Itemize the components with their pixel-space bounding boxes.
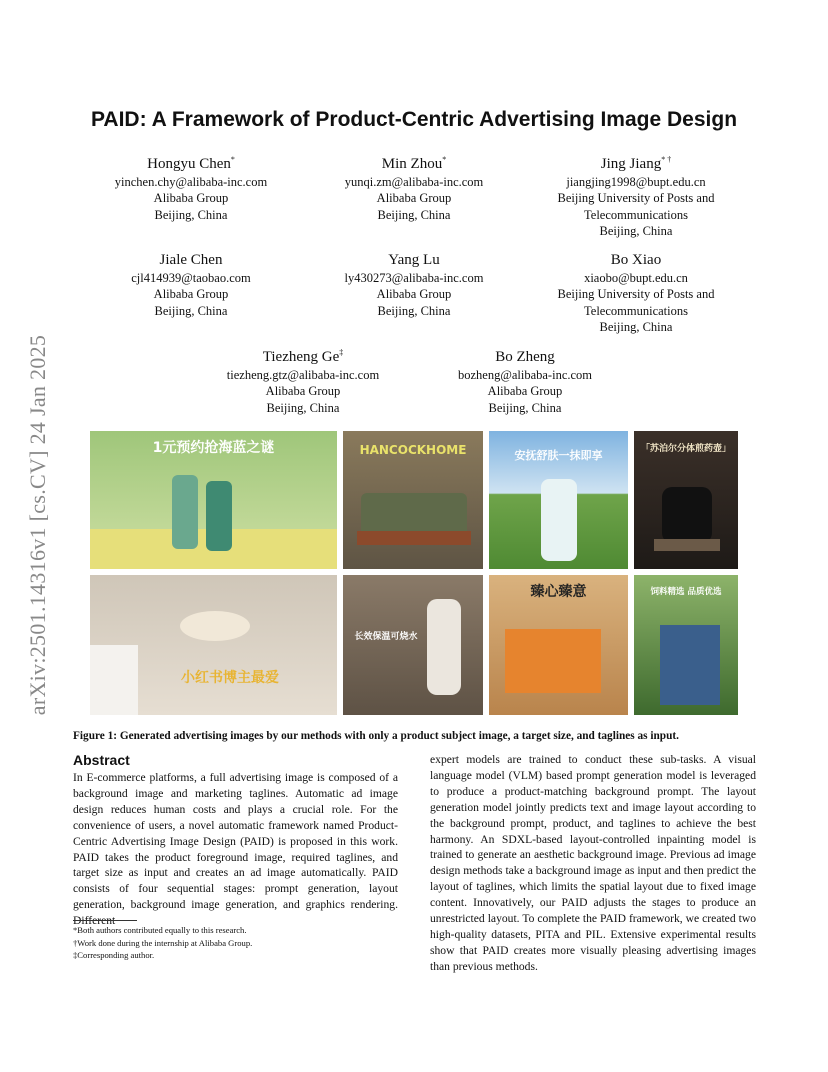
ad-image: HANCOCKHOME <box>343 431 483 569</box>
author-email: jiangjing1998@bupt.edu.cn <box>566 175 706 189</box>
abstract-column-left: In E-commerce platforms, a full advertising image is composed of a background image and marketing taglines. Automatic ad image design reduces human costs and plays a crucial role. For the convenience of users, a novel automatic framework named Product-Centric Advertising Image Design (PAID) is proposed in this work. PAID takes the product foreground image, required taglines, and target size as input and creates an ad image automatically. PAID consists of four sequential stages: prompt generation, layout generation, background image generation, and graphics rendering. Different <box>73 771 398 928</box>
ad-image: 长效保温可烧水 <box>343 575 483 715</box>
author-name: Yang Lu <box>388 252 440 268</box>
author-name: Min Zhou <box>381 156 443 172</box>
author-name: Jiale Chen <box>159 252 223 268</box>
author-email: yunqi.zm@alibaba-inc.com <box>344 175 484 189</box>
author-block: Bo Zheng bozheng@alibaba-inc.com Alibaba Group Beijing, China <box>410 343 640 416</box>
paper-title: PAID: A Framework of Product-Centric Advertising Image Design <box>90 108 738 131</box>
abstract-column-right: expert models are trained to conduct these sub-tasks. A visual language model (VLM) based prompt generation model is leveraged to produce a product-matching background prompt. The layout generation model jointly predicts text and image layout according to the background prompt, product, and taglines to achieve the best harmony. An SDXL-based layout-controlled inpainting model is trained to generate an aesthetic background image. Previous ad image design methods take a background image as input and then predict the layout of taglines, which limits the spatial layout due to fixed image content. Innovatively, our PAID adjusts the stages to produce an unrestricted layout. To complete the PAID framework, we created two high-quality datasets, PITA and PIL. Extensive experimental results show that PAID creates more visually pleasing advertising images than previous methods. <box>430 753 756 973</box>
arxiv-stamp: arXiv:2501.14316v1 [cs.CV] 24 Jan 2025 <box>25 334 50 716</box>
author-email: ly430273@alibaba-inc.com <box>344 271 484 285</box>
author-name: Hongyu Chen <box>147 156 231 172</box>
ad-image: 1元预约抢海蓝之谜 <box>90 431 337 569</box>
author-block: Yang Lu ly430273@alibaba-inc.com Alibaba Group Beijing, China <box>299 246 529 319</box>
author-name: Jing Jiang <box>600 156 662 172</box>
author-block: Min Zhou* yunqi.zm@alibaba-inc.com Alibaba Group Beijing, China <box>299 150 529 223</box>
author-email: yinchen.chy@alibaba-inc.com <box>114 175 268 189</box>
figure-caption: Figure 1: Generated advertising images by our methods with only a product subject image, a target size, and taglines as input. <box>73 730 679 742</box>
ad-image: 臻心臻意 <box>489 575 628 715</box>
author-block: Jing Jiang* † jiangjing1998@bupt.edu.cn Beijing University of Posts and Telecommunications Beijing, China <box>521 150 751 239</box>
abstract-heading: Abstract <box>73 752 130 768</box>
footnote-rule <box>73 920 137 921</box>
ad-image: 小红书博主最爱 <box>90 575 337 715</box>
author-name: Bo Zheng <box>495 349 555 365</box>
author-block: Bo Xiao xiaobo@bupt.edu.cn Beijing University of Posts and Telecommunications Beijing, China <box>521 246 751 335</box>
author-email: cjl414939@taobao.com <box>131 271 251 285</box>
ad-image: 安抚舒肤一抹即享 <box>489 431 628 569</box>
author-block: Tiezheng Ge‡ tiezheng.gtz@alibaba-inc.com Alibaba Group Beijing, China <box>188 343 418 416</box>
author-email: xiaobo@bupt.edu.cn <box>584 271 688 285</box>
footnotes: *Both authors contributed equally to this research. †Work done during the internship at Alibaba Group. ‡Corresponding author. <box>73 925 253 960</box>
author-email: bozheng@alibaba-inc.com <box>457 368 593 382</box>
ad-image: 饲料精选 品质优选 <box>634 575 738 715</box>
author-name: Tiezheng Ge <box>262 349 340 365</box>
author-email: tiezheng.gtz@alibaba-inc.com <box>226 368 380 382</box>
author-block: Jiale Chen cjl414939@taobao.com Alibaba Group Beijing, China <box>76 246 306 319</box>
author-block: Hongyu Chen* yinchen.chy@alibaba-inc.com Alibaba Group Beijing, China <box>76 150 306 223</box>
author-name: Bo Xiao <box>610 252 662 268</box>
ad-image: 「苏泊尔分体煎药壶」 <box>634 431 738 569</box>
